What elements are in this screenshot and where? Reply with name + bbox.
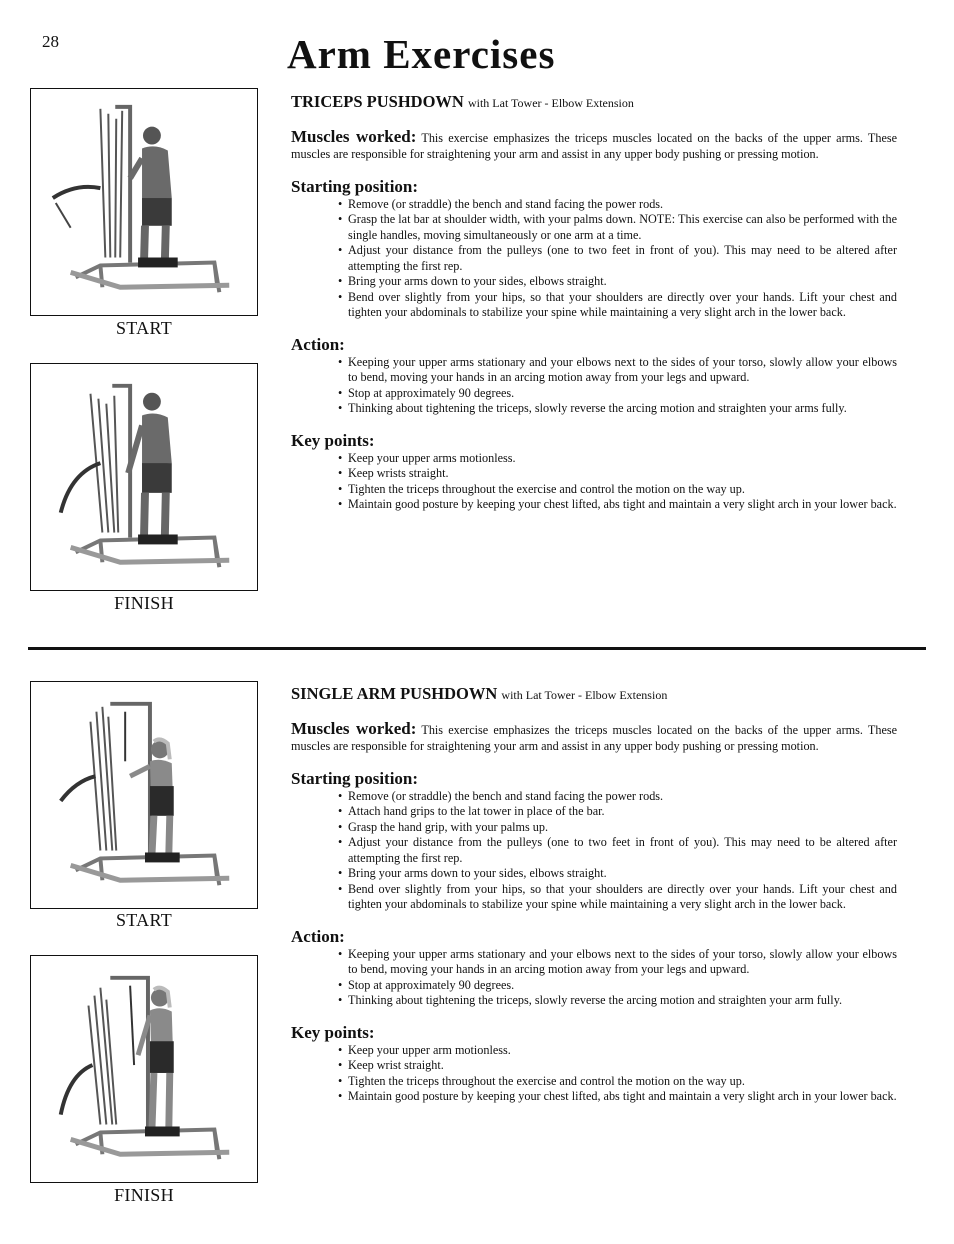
key-points-heading: Key points: <box>291 430 375 450</box>
list-item: • Keeping your upper arms stationary and your elbows next to the sides of your torso, slowly allow your elbows to bend, moving your hands in an arcing motion away from your legs and upward. <box>338 355 897 386</box>
man-gym-start-illustration <box>31 89 257 315</box>
starting-position-list <box>291 789 897 913</box>
action-list <box>291 355 897 417</box>
list-item: • Bend over slightly from your hips, so that your shoulders are directly over your hands. Lift your chest and tighten your abdominals to stabilize your spine while maintaining a very slight arch in the lower back. <box>338 882 897 913</box>
woman-gym-start-illustration <box>31 682 257 908</box>
list-item: • Thinking about tightening the triceps, slowly reverse the arcing motion and straighten your arms fully. <box>338 401 897 417</box>
list-item: • Grasp the hand grip, with your palms up. <box>338 820 897 836</box>
exercise-title-line <box>291 92 897 113</box>
list-item: • Stop at approximately 90 degrees. <box>338 978 897 994</box>
muscles-worked-heading: Muscles worked: <box>291 127 417 146</box>
list-item: • Maintain good posture by keeping your chest lifted, abs tight and maintain a very slight arch in your lower back. <box>338 497 897 513</box>
exercise-title: SINGLE ARM PUSHDOWN <box>291 684 498 703</box>
exercise-title: TRICEPS PUSHDOWN <box>291 92 464 111</box>
muscles-worked-paragraph <box>291 127 897 163</box>
photo-caption-start: START <box>116 910 172 930</box>
list-item: • Remove (or straddle) the bench and stand facing the power rods. <box>338 197 897 213</box>
exercise-triceps-pushdown <box>291 92 897 513</box>
list-item: • Keep your upper arm motionless. <box>338 1043 897 1059</box>
list-item: • Grasp the lat bar at shoulder width, with your palms down. NOTE: This exercise can also be performed with the single handles, moving simultaneously or one arm at a time. <box>338 212 897 243</box>
starting-position-list <box>291 197 897 321</box>
exercise-subtitle: with Lat Tower - Elbow Extension <box>467 96 634 110</box>
action-list <box>291 947 897 1009</box>
section-divider <box>28 647 926 650</box>
exercise-photo-start <box>30 681 258 909</box>
photo-caption-finish: FINISH <box>114 1185 174 1205</box>
key-points-list <box>291 1043 897 1105</box>
photo-caption-start: START <box>116 318 172 338</box>
man-gym-finish-illustration <box>31 364 257 590</box>
list-item: • Adjust your distance from the pulleys (one to two feet in front of you). This may need to be altered after attempting the first rep. <box>338 243 897 274</box>
exercise-photo-start <box>30 88 258 316</box>
list-item: • Bring your arms down to your sides, elbows straight. <box>338 274 897 290</box>
exercise-single-arm-pushdown <box>291 684 897 1105</box>
photo-caption-finish: FINISH <box>114 593 174 613</box>
muscles-worked-text: This exercise emphasizes the triceps muscles located on the backs of the upper arms. These muscles are responsible for straightening your arm and assist in any upper body pushing or pressing motion. <box>291 131 898 161</box>
list-item: • Keep wrists straight. <box>338 466 897 482</box>
key-points-heading: Key points: <box>291 1022 375 1042</box>
exercise-subtitle: with Lat Tower - Elbow Extension <box>501 688 668 702</box>
list-item: • Keep your upper arms motionless. <box>338 451 897 467</box>
muscles-worked-text: This exercise emphasizes the triceps muscles located on the backs of the upper arms. These muscles are responsible for straightening your arm and assist in any upper body pushing or pressing motion. <box>291 723 898 753</box>
exercise-title-line <box>291 684 897 705</box>
list-item: • Bring your arms down to your sides, elbows straight. <box>338 866 897 882</box>
list-item: • Tighten the triceps throughout the exercise and control the motion on the way up. <box>338 1074 897 1090</box>
action-heading: Action: <box>291 334 345 354</box>
page-number: 28 <box>42 32 59 51</box>
exercise-photo-finish <box>30 363 258 591</box>
list-item: • Adjust your distance from the pulleys (one to two feet in front of you). This may need to be altered after attempting the first rep. <box>338 835 897 866</box>
starting-position-heading: Starting position: <box>291 176 419 196</box>
list-item: • Keeping your upper arms stationary and your elbows next to the sides of your torso, slowly allow your elbows to bend, moving your hands in an arcing motion away from your legs and upward. <box>338 947 897 978</box>
muscles-worked-heading: Muscles worked: <box>291 719 417 738</box>
list-item: • Maintain good posture by keeping your chest lifted, abs tight and maintain a very slight arch in your lower back. <box>338 1089 897 1105</box>
list-item: • Attach hand grips to the lat tower in place of the bar. <box>338 804 897 820</box>
action-heading: Action: <box>291 926 345 946</box>
muscles-worked-paragraph <box>291 719 897 755</box>
list-item: • Keep wrist straight. <box>338 1058 897 1074</box>
exercise-photo-finish <box>30 955 258 1183</box>
list-item: • Remove (or straddle) the bench and stand facing the power rods. <box>338 789 897 805</box>
list-item: • Bend over slightly from your hips, so that your shoulders are directly over your hands. Lift your chest and tighten your abdominals to stabilize your spine while maintaining a very slight arch in the lower back. <box>338 290 897 321</box>
page-title: Arm Exercises <box>287 31 556 77</box>
list-item: • Tighten the triceps throughout the exercise and control the motion on the way up. <box>338 482 897 498</box>
list-item: • Stop at approximately 90 degrees. <box>338 386 897 402</box>
list-item: • Thinking about tightening the triceps, slowly reverse the arcing motion and straighten your arm fully. <box>338 993 897 1009</box>
woman-gym-finish-illustration <box>31 956 257 1182</box>
key-points-list <box>291 451 897 513</box>
starting-position-heading: Starting position: <box>291 768 419 788</box>
